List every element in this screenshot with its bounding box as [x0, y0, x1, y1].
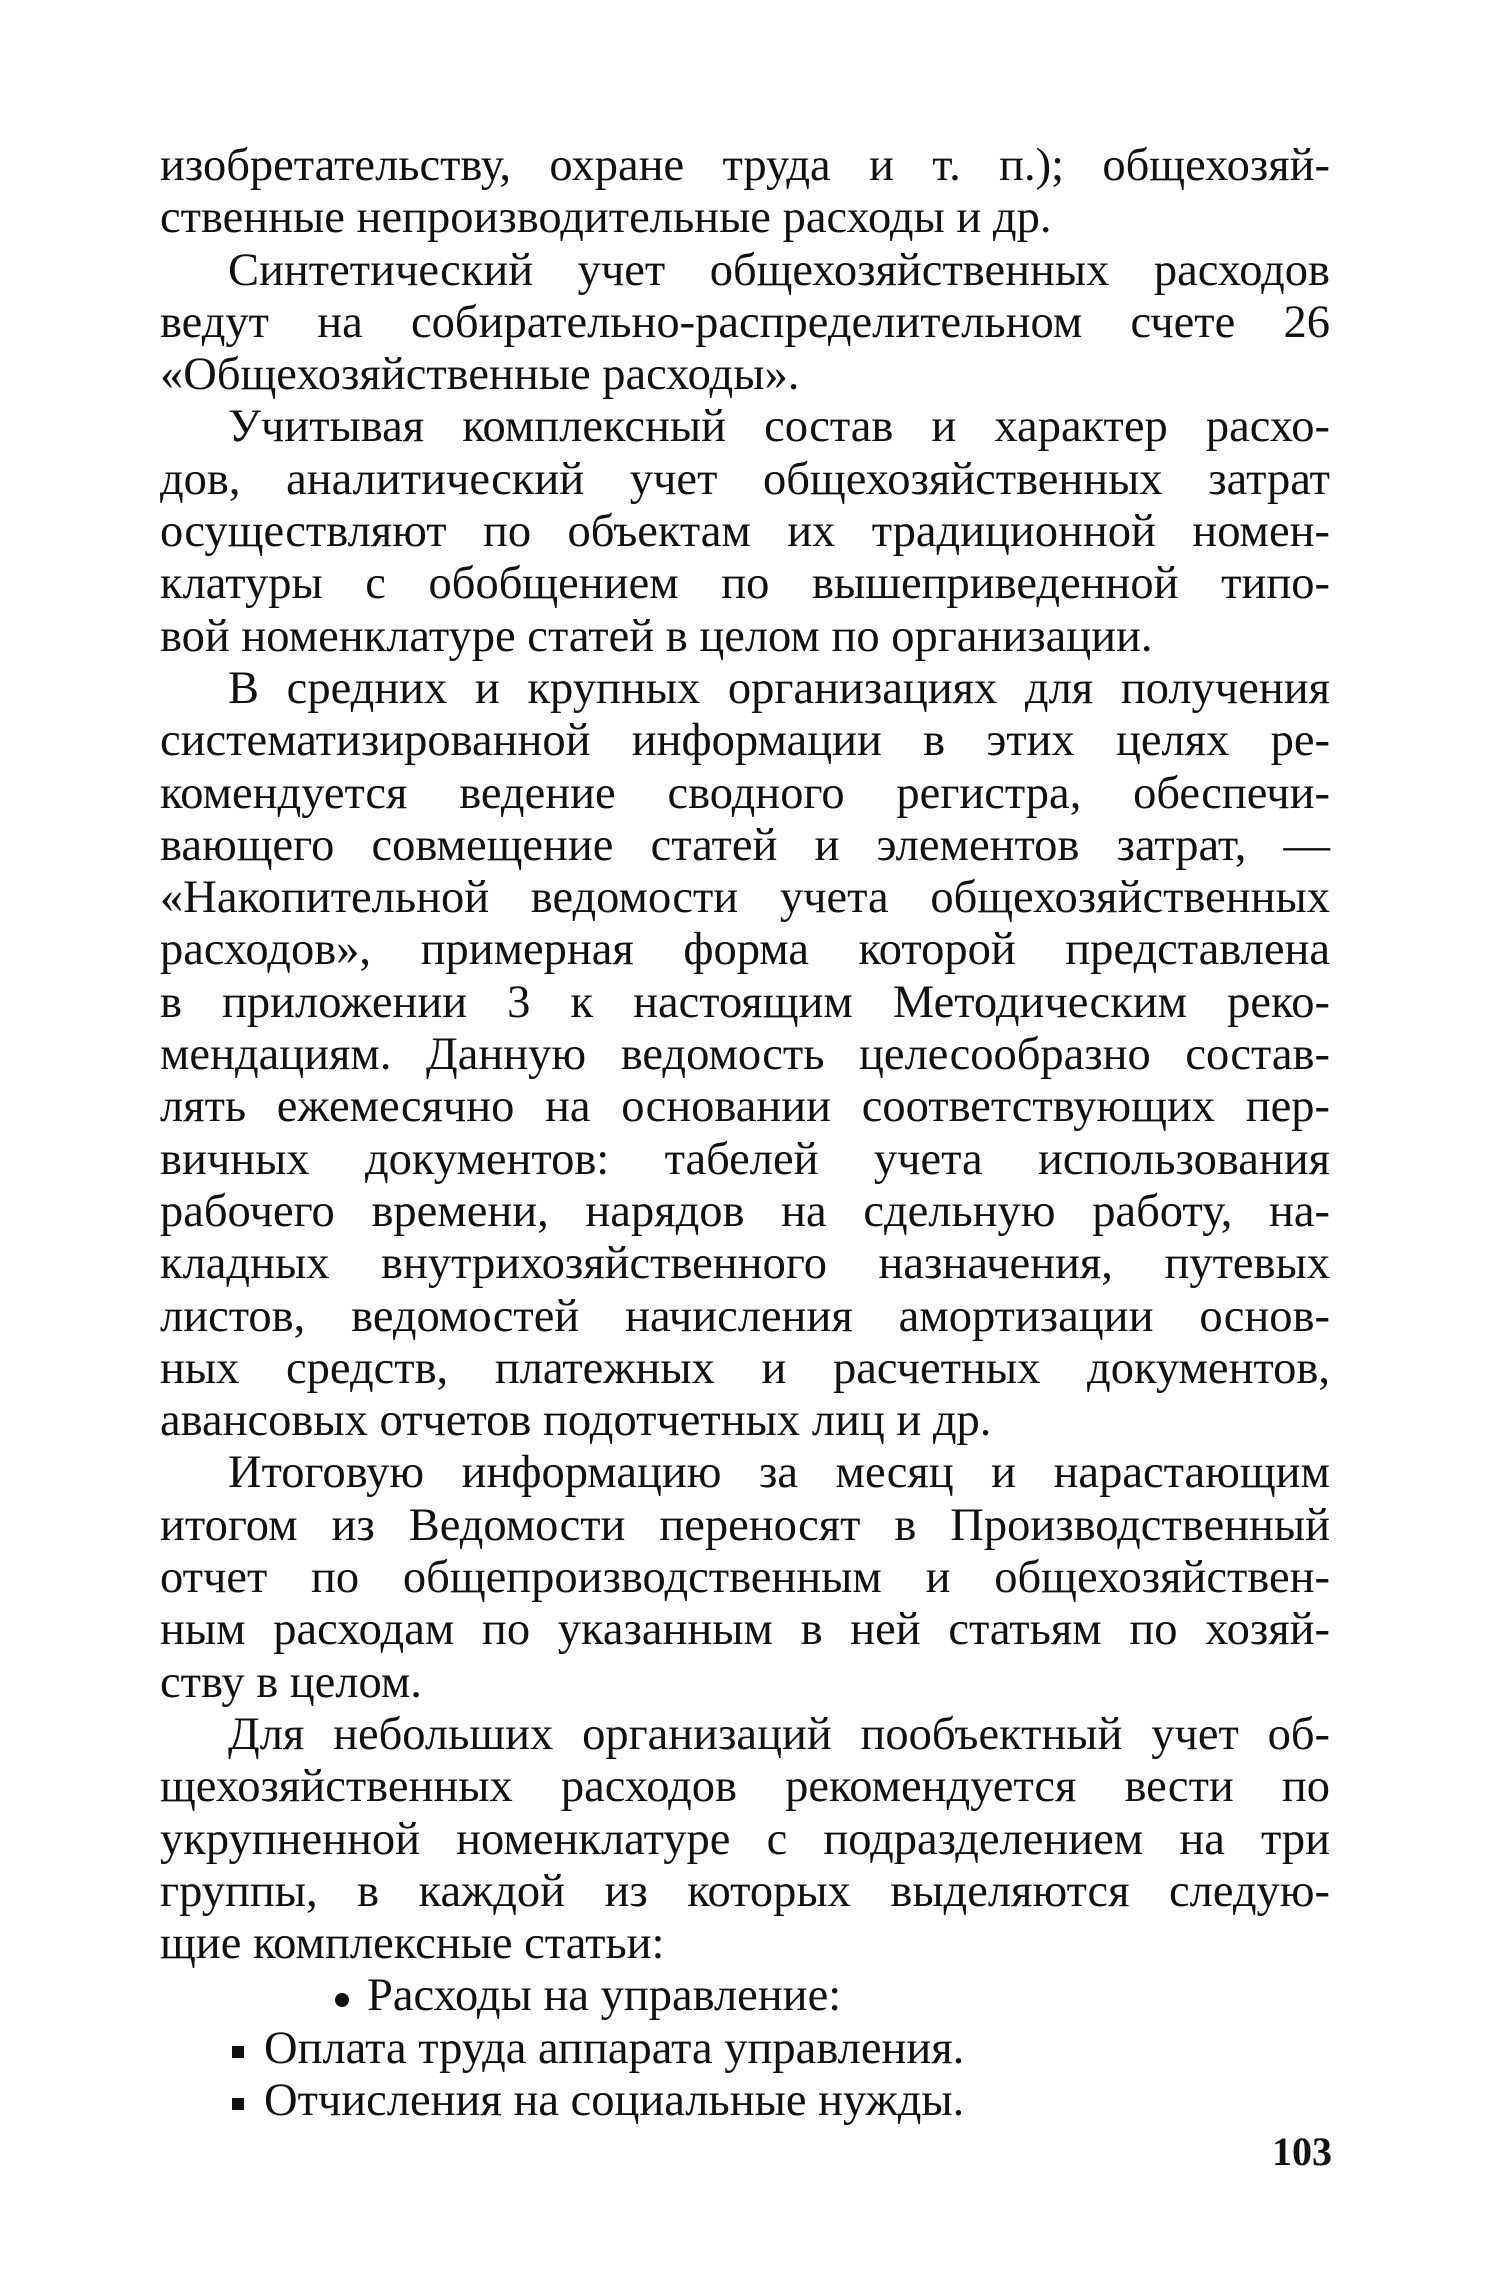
text-line: Учитывая комплексный состав и характер расхо-	[228, 401, 1330, 453]
text-line: вичных документов: табелей учета использования	[160, 1133, 1330, 1185]
text-line: Для небольших организаций пообъектный учет об-	[228, 1708, 1330, 1760]
text-line: группы, в каждой из которых выделяются следую-	[160, 1865, 1330, 1917]
text-line: клатуры с обобщением по вышеприведенной типо-	[160, 558, 1330, 610]
text-line: в приложении 3 к настоящим Методическим реко-	[160, 976, 1330, 1028]
paragraph	[160, 1709, 1330, 1970]
text-line: Синтетический учет общехозяйственных расходов	[228, 244, 1330, 296]
text-line: укрупненной номенклатуре с подразделением на три	[160, 1813, 1330, 1865]
bullet-dot-icon	[335, 1993, 349, 2007]
text-line: В средних и крупных организациях для получения	[228, 662, 1330, 714]
text-line: рабочего времени, нарядов на сдельную работу, на-	[160, 1185, 1330, 1237]
bullet-item	[160, 1970, 1330, 2022]
text-line: Итоговую информацию за месяц и нарастающим	[228, 1447, 1330, 1499]
text-line: комендуется ведение сводного регистра, обеспечи-	[160, 767, 1330, 819]
bullet-list	[160, 1970, 1330, 2127]
text-line: ственные непроизводительные расходы и др.	[160, 192, 1052, 244]
text-line: изобретательству, охране труда и т. п.); общехозяй-	[160, 140, 1330, 191]
bullet-item	[160, 2075, 1330, 2127]
text-line: кладных внутрихозяйственного назначения, путевых	[160, 1238, 1330, 1290]
text-line: «Общехозяйственные расходы».	[160, 349, 800, 401]
paragraph	[160, 245, 1330, 402]
text-line: вающего совмещение статей и элементов затрат, —	[160, 819, 1330, 871]
text-line: листов, ведомостей начисления амортизации основ-	[160, 1290, 1330, 1342]
text-line: щие комплексные статьи:	[160, 1918, 665, 1970]
text-line: ведут на собирательно-распределительном счете 26	[160, 296, 1330, 348]
paragraph	[160, 140, 1330, 245]
text-line: отчет по общепроизводственным и общехозяйствен-	[160, 1552, 1330, 1604]
page-body	[160, 140, 1330, 2127]
page-number: 103	[1272, 2129, 1332, 2174]
text-line: ству в целом.	[160, 1656, 422, 1708]
text-line: вой номенклатуре статей в целом по организации.	[160, 610, 1153, 662]
bullet-text: Расходы на управление:	[367, 1970, 842, 2022]
text-line: ных средств, платежных и расчетных документов,	[160, 1342, 1330, 1394]
bullet-item	[160, 2023, 1330, 2075]
text-line: дов, аналитический учет общехозяйственных затрат	[160, 453, 1330, 505]
bullet-square-icon	[232, 2046, 244, 2058]
text-line: авансовых отчетов подотчетных лиц и др.	[160, 1395, 992, 1447]
text-line: итогом из Ведомости переносят в Производственный	[160, 1499, 1330, 1551]
text-line: систематизированной информации в этих целях ре-	[160, 715, 1330, 767]
text-line: лять ежемесячно на основании соответствующих пер-	[160, 1081, 1330, 1133]
text-line: щехозяйственных расходов рекомендуется вести по	[160, 1761, 1330, 1813]
bullet-text: Отчисления на социальные нужды.	[264, 2074, 965, 2126]
paragraph	[160, 663, 1330, 1447]
bullet-text: Оплата труда аппарата управления.	[264, 2022, 965, 2074]
text-line: «Накопительной ведомости учета общехозяйственных	[160, 872, 1330, 924]
paragraph	[160, 401, 1330, 662]
paragraph	[160, 1447, 1330, 1708]
text-line: мендациям. Данную ведомость целесообразно состав-	[160, 1029, 1330, 1081]
bullet-square-icon	[232, 2098, 244, 2110]
text-line: ным расходам по указанным в ней статьям по хозяй-	[160, 1604, 1330, 1656]
text-line: осуществляют по объектам их традиционной номен-	[160, 506, 1330, 558]
text-line: расходов», примерная форма которой представлена	[160, 924, 1330, 976]
